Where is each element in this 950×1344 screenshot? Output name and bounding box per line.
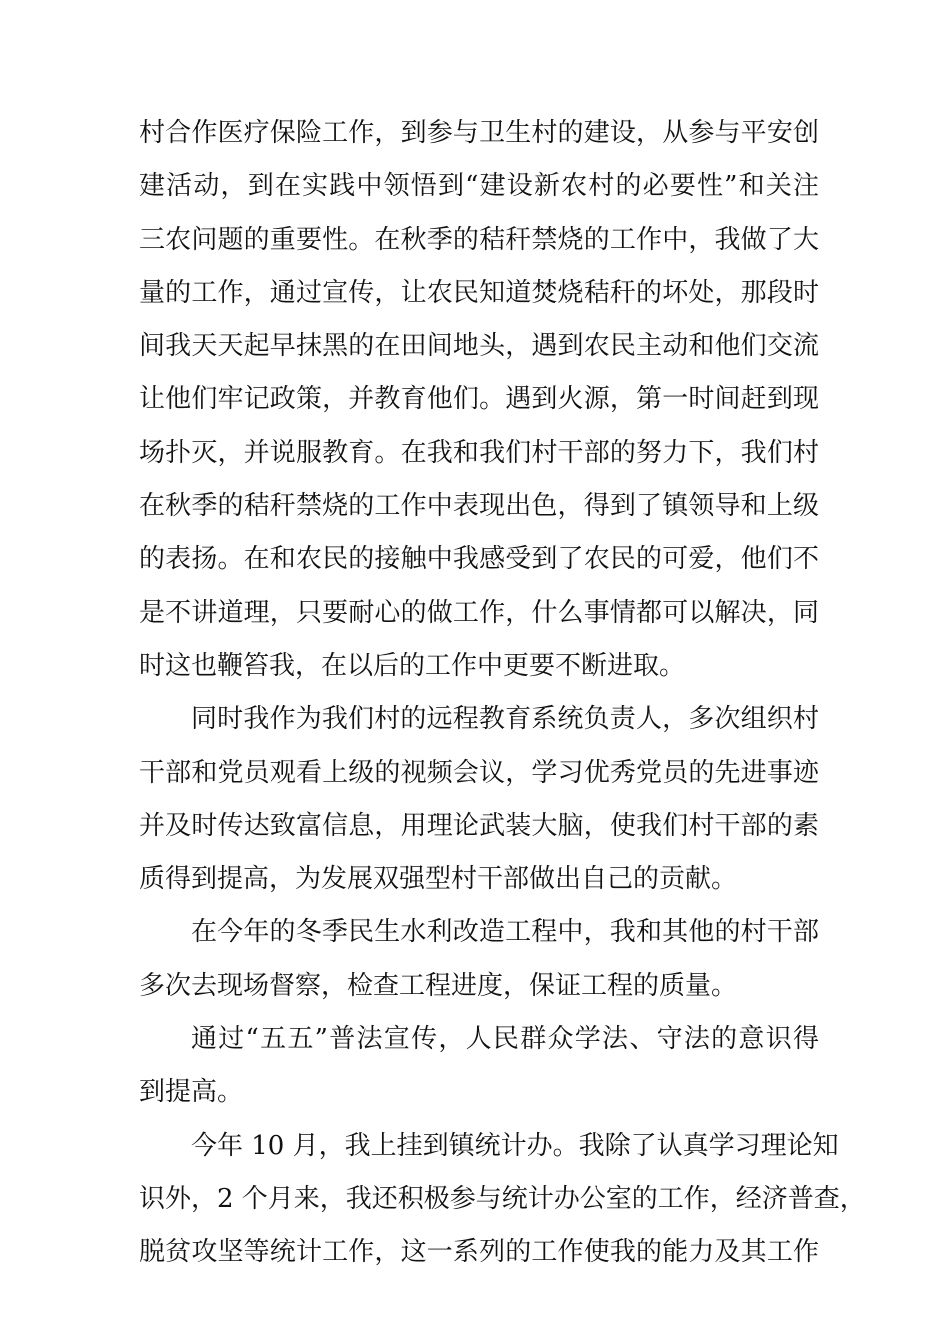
text-line: 脱贫攻坚等统计工作，这一系列的工作使我的能力及其工作 (139, 1237, 819, 1268)
document-body (139, 107, 866, 1280)
text-line: 时这也鞭笞我，在以后的工作中更要不断进取。 (139, 650, 686, 681)
text-line: 三农问题的重要性。在秋季的秸秆禁烧的工作中，我做了大 (139, 224, 819, 255)
text-line: 的表扬。在和农民的接触中我感受到了农民的可爱，他们不 (139, 544, 819, 575)
text-line: 多次去现场督察，检查工程进度，保证工程的质量。 (139, 970, 738, 1001)
text-line: 干部和党员观看上级的视频会议，学习优秀党员的先进事迹 (139, 757, 819, 788)
text-line: 质得到提高，为发展双强型村干部做出自己的贡献。 (139, 864, 738, 895)
text-line: 识外，2 个月来，我还积极参与统计办公室的工作，经济普查， (139, 1183, 866, 1214)
text-line: 村合作医疗保险工作，到参与卫生村的建设，从参与平安创 (139, 118, 819, 148)
text-line: 通过“五五”普法宣传，人民群众学法、守法的意识得 (191, 1024, 819, 1055)
text-line: 同时我作为我们村的远程教育系统负责人，多次组织村 (191, 704, 819, 735)
text-line: 在今年的冬季民生水利改造工程中，我和其他的村干部 (191, 917, 819, 948)
text-line: 间我天天起早抹黑的在田间地头，遇到农民主动和他们交流 (139, 331, 819, 362)
text-line: 在秋季的秸秆禁烧的工作中表现出色，得到了镇领导和上级 (139, 491, 819, 522)
text-line: 并及时传达致富信息，用理论武装大脑，使我们村干部的素 (139, 810, 819, 841)
text-line: 建活动，到在实践中领悟到“建设新农村的必要性”和关注 (139, 171, 819, 202)
text-line: 让他们牢记政策，并教育他们。遇到火源，第一时间赶到现 (139, 384, 819, 415)
text-line: 是不讲道理，只要耐心的做工作，什么事情都可以解决，同 (139, 597, 819, 628)
text-line: 场扑灭，并说服教育。在我和我们村干部的努力下，我们村 (139, 437, 819, 468)
text-line: 到提高。 (139, 1077, 244, 1108)
text-line: 今年 10 月，我上挂到镇统计办。我除了认真学习理论知 (191, 1130, 839, 1161)
text-line: 量的工作，通过宣传，让农民知道焚烧秸秆的坏处，那段时 (139, 277, 819, 308)
